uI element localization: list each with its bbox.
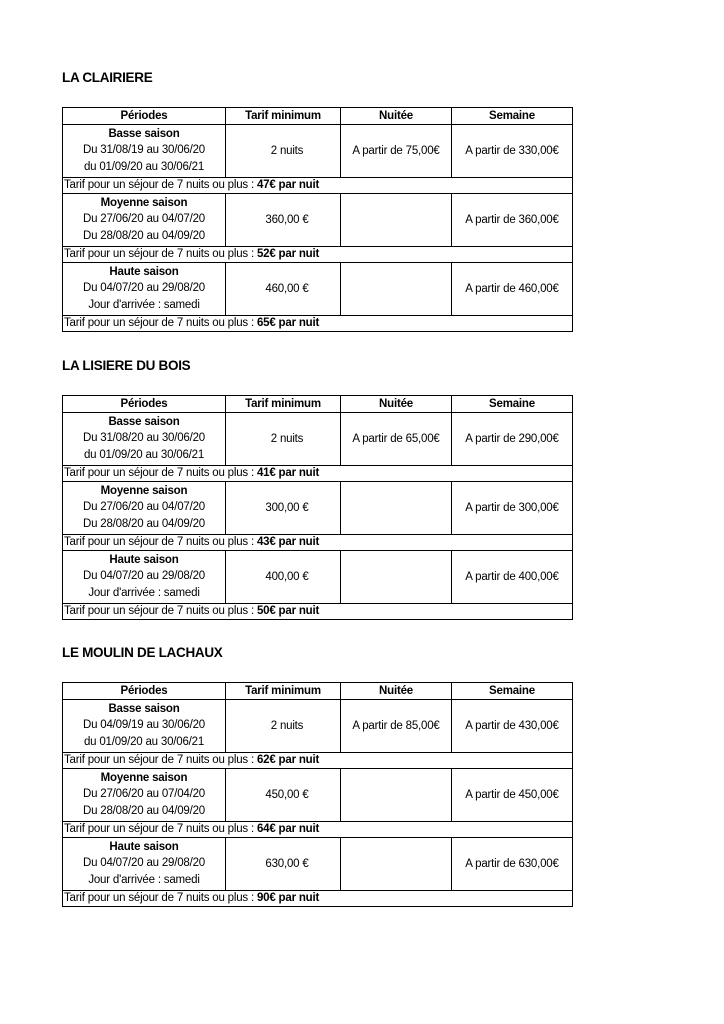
table-header-row [63,683,573,700]
pricing-table [62,682,573,907]
table-row [63,194,573,247]
header-min: Tarif minimum [226,396,341,413]
min-cell: 2 nuits [226,413,341,466]
table-row [63,413,573,466]
note-cell [63,604,573,620]
week-cell: A partir de 630,00€ [452,838,573,891]
night-cell [341,838,452,891]
table-header-row [63,108,573,125]
period-line-2: du 01/09/20 au 30/06/21 [83,160,205,173]
note-value: 43€ par nuit [256,536,320,548]
section-title: LA LISIERE DU BOIS [62,358,191,373]
section-la-lisiere-du-bois [62,356,572,620]
period-line-1: Du 27/06/20 au 07/04/20 [82,787,205,800]
period-line-2: Jour d'arrivée : samedi [88,586,200,599]
period-line-1: Du 31/08/20 au 30/06/20 [82,431,205,444]
night-cell [341,263,452,316]
week-cell: A partir de 450,00€ [452,769,573,822]
period-line-2: Du 28/08/20 au 04/09/20 [82,517,205,530]
period-line-2: Du 28/08/20 au 04/09/20 [82,804,205,817]
week-cell: A partir de 330,00€ [452,125,573,178]
pricing-table [62,107,573,332]
night-cell: A partir de 65,00€ [341,413,452,466]
period-line-2: Du 28/08/20 au 04/09/20 [82,229,205,242]
period-cell [63,194,226,247]
min-cell: 460,00 € [226,263,341,316]
night-cell [341,482,452,535]
pricing-table [62,395,573,620]
season-label: Moyenne saison [100,196,188,209]
table-row [63,125,573,178]
table-row [63,700,573,753]
night-cell [341,769,452,822]
note-prefix: Tarif pour un séjour de 7 nuits ou plus : [64,754,257,766]
header-week: Semaine [452,396,573,413]
note-row [63,753,573,769]
note-row [63,178,573,194]
note-cell [63,535,573,551]
header-min: Tarif minimum [226,108,341,125]
note-cell [63,753,573,769]
week-cell: A partir de 360,00€ [452,194,573,247]
night-cell [341,551,452,604]
min-cell: 400,00 € [226,551,341,604]
note-cell [63,466,573,482]
season-label: Basse saison [108,415,180,428]
season-label: Haute saison [109,553,179,566]
season-label: Basse saison [108,127,180,140]
season-label: Haute saison [109,265,179,278]
note-value: 64€ par nuit [256,823,320,835]
period-line-1: Du 31/08/19 au 30/06/20 [82,143,205,156]
week-cell: A partir de 300,00€ [452,482,573,535]
header-week: Semaine [452,683,573,700]
note-row [63,316,573,332]
period-cell [63,125,226,178]
header-periods: Périodes [63,396,226,413]
period-cell [63,769,226,822]
header-periods: Périodes [63,683,226,700]
season-label: Basse saison [108,702,180,715]
note-value: 52€ par nuit [256,248,320,260]
period-line-1: Du 04/07/20 au 29/08/20 [82,856,205,869]
note-prefix: Tarif pour un séjour de 7 nuits ou plus : [64,317,257,329]
period-line-1: Du 04/07/20 au 29/08/20 [82,281,205,294]
note-prefix: Tarif pour un séjour de 7 nuits ou plus : [64,248,257,260]
period-line-1: Du 27/06/20 au 04/07/20 [82,212,205,225]
header-min: Tarif minimum [226,683,341,700]
note-prefix: Tarif pour un séjour de 7 nuits ou plus : [64,892,257,904]
period-line-1: Du 27/06/20 au 04/07/20 [82,500,205,513]
period-line-1: Du 04/07/20 au 29/08/20 [82,569,205,582]
note-prefix: Tarif pour un séjour de 7 nuits ou plus : [64,467,257,479]
header-night: Nuitée [341,396,452,413]
night-cell: A partir de 85,00€ [341,700,452,753]
note-cell [63,822,573,838]
night-cell [341,194,452,247]
period-cell [63,551,226,604]
header-night: Nuitée [341,108,452,125]
section-la-clairiere [62,68,572,332]
period-line-2: Jour d'arrivée : samedi [88,298,200,311]
section-le-moulin-de-lachaux [62,643,572,907]
period-cell [63,700,226,753]
week-cell: A partir de 430,00€ [452,700,573,753]
note-prefix: Tarif pour un séjour de 7 nuits ou plus : [64,536,257,548]
note-prefix: Tarif pour un séjour de 7 nuits ou plus : [64,179,257,191]
note-cell [63,891,573,907]
note-row [63,822,573,838]
min-cell: 360,00 € [226,194,341,247]
min-cell: 630,00 € [226,838,341,891]
note-value: 65€ par nuit [256,317,320,329]
header-week: Semaine [452,108,573,125]
note-cell [63,178,573,194]
section-title: LE MOULIN DE LACHAUX [62,645,223,660]
note-value: 47€ par nuit [256,179,320,191]
note-prefix: Tarif pour un séjour de 7 nuits ou plus : [64,605,257,617]
note-row [63,466,573,482]
note-row [63,535,573,551]
season-label: Moyenne saison [100,484,188,497]
note-cell [63,247,573,263]
period-line-2: du 01/09/20 au 30/06/21 [83,735,205,748]
note-row [63,247,573,263]
season-label: Moyenne saison [100,771,188,784]
note-prefix: Tarif pour un séjour de 7 nuits ou plus : [64,823,257,835]
note-value: 50€ par nuit [256,605,320,617]
week-cell: A partir de 290,00€ [452,413,573,466]
min-cell: 450,00 € [226,769,341,822]
night-cell: A partir de 75,00€ [341,125,452,178]
note-row [63,891,573,907]
period-cell [63,482,226,535]
period-cell [63,838,226,891]
period-line-2: du 01/09/20 au 30/06/21 [83,448,205,461]
note-row [63,604,573,620]
note-value: 62€ par nuit [256,754,320,766]
week-cell: A partir de 400,00€ [452,551,573,604]
min-cell: 300,00 € [226,482,341,535]
period-line-1: Du 04/09/19 au 30/06/20 [82,718,205,731]
min-cell: 2 nuits [226,125,341,178]
period-line-2: Jour d'arrivée : samedi [88,873,200,886]
note-value: 41€ par nuit [256,467,320,479]
section-title: LA CLAIRIERE [62,70,153,85]
season-label: Haute saison [109,840,179,853]
header-periods: Périodes [63,108,226,125]
table-row [63,551,573,604]
note-value: 90€ par nuit [256,892,320,904]
period-cell [63,263,226,316]
table-row [63,769,573,822]
note-cell [63,316,573,332]
table-header-row [63,396,573,413]
week-cell: A partir de 460,00€ [452,263,573,316]
period-cell [63,413,226,466]
table-row [63,482,573,535]
table-row [63,263,573,316]
min-cell: 2 nuits [226,700,341,753]
header-night: Nuitée [341,683,452,700]
table-row [63,838,573,891]
